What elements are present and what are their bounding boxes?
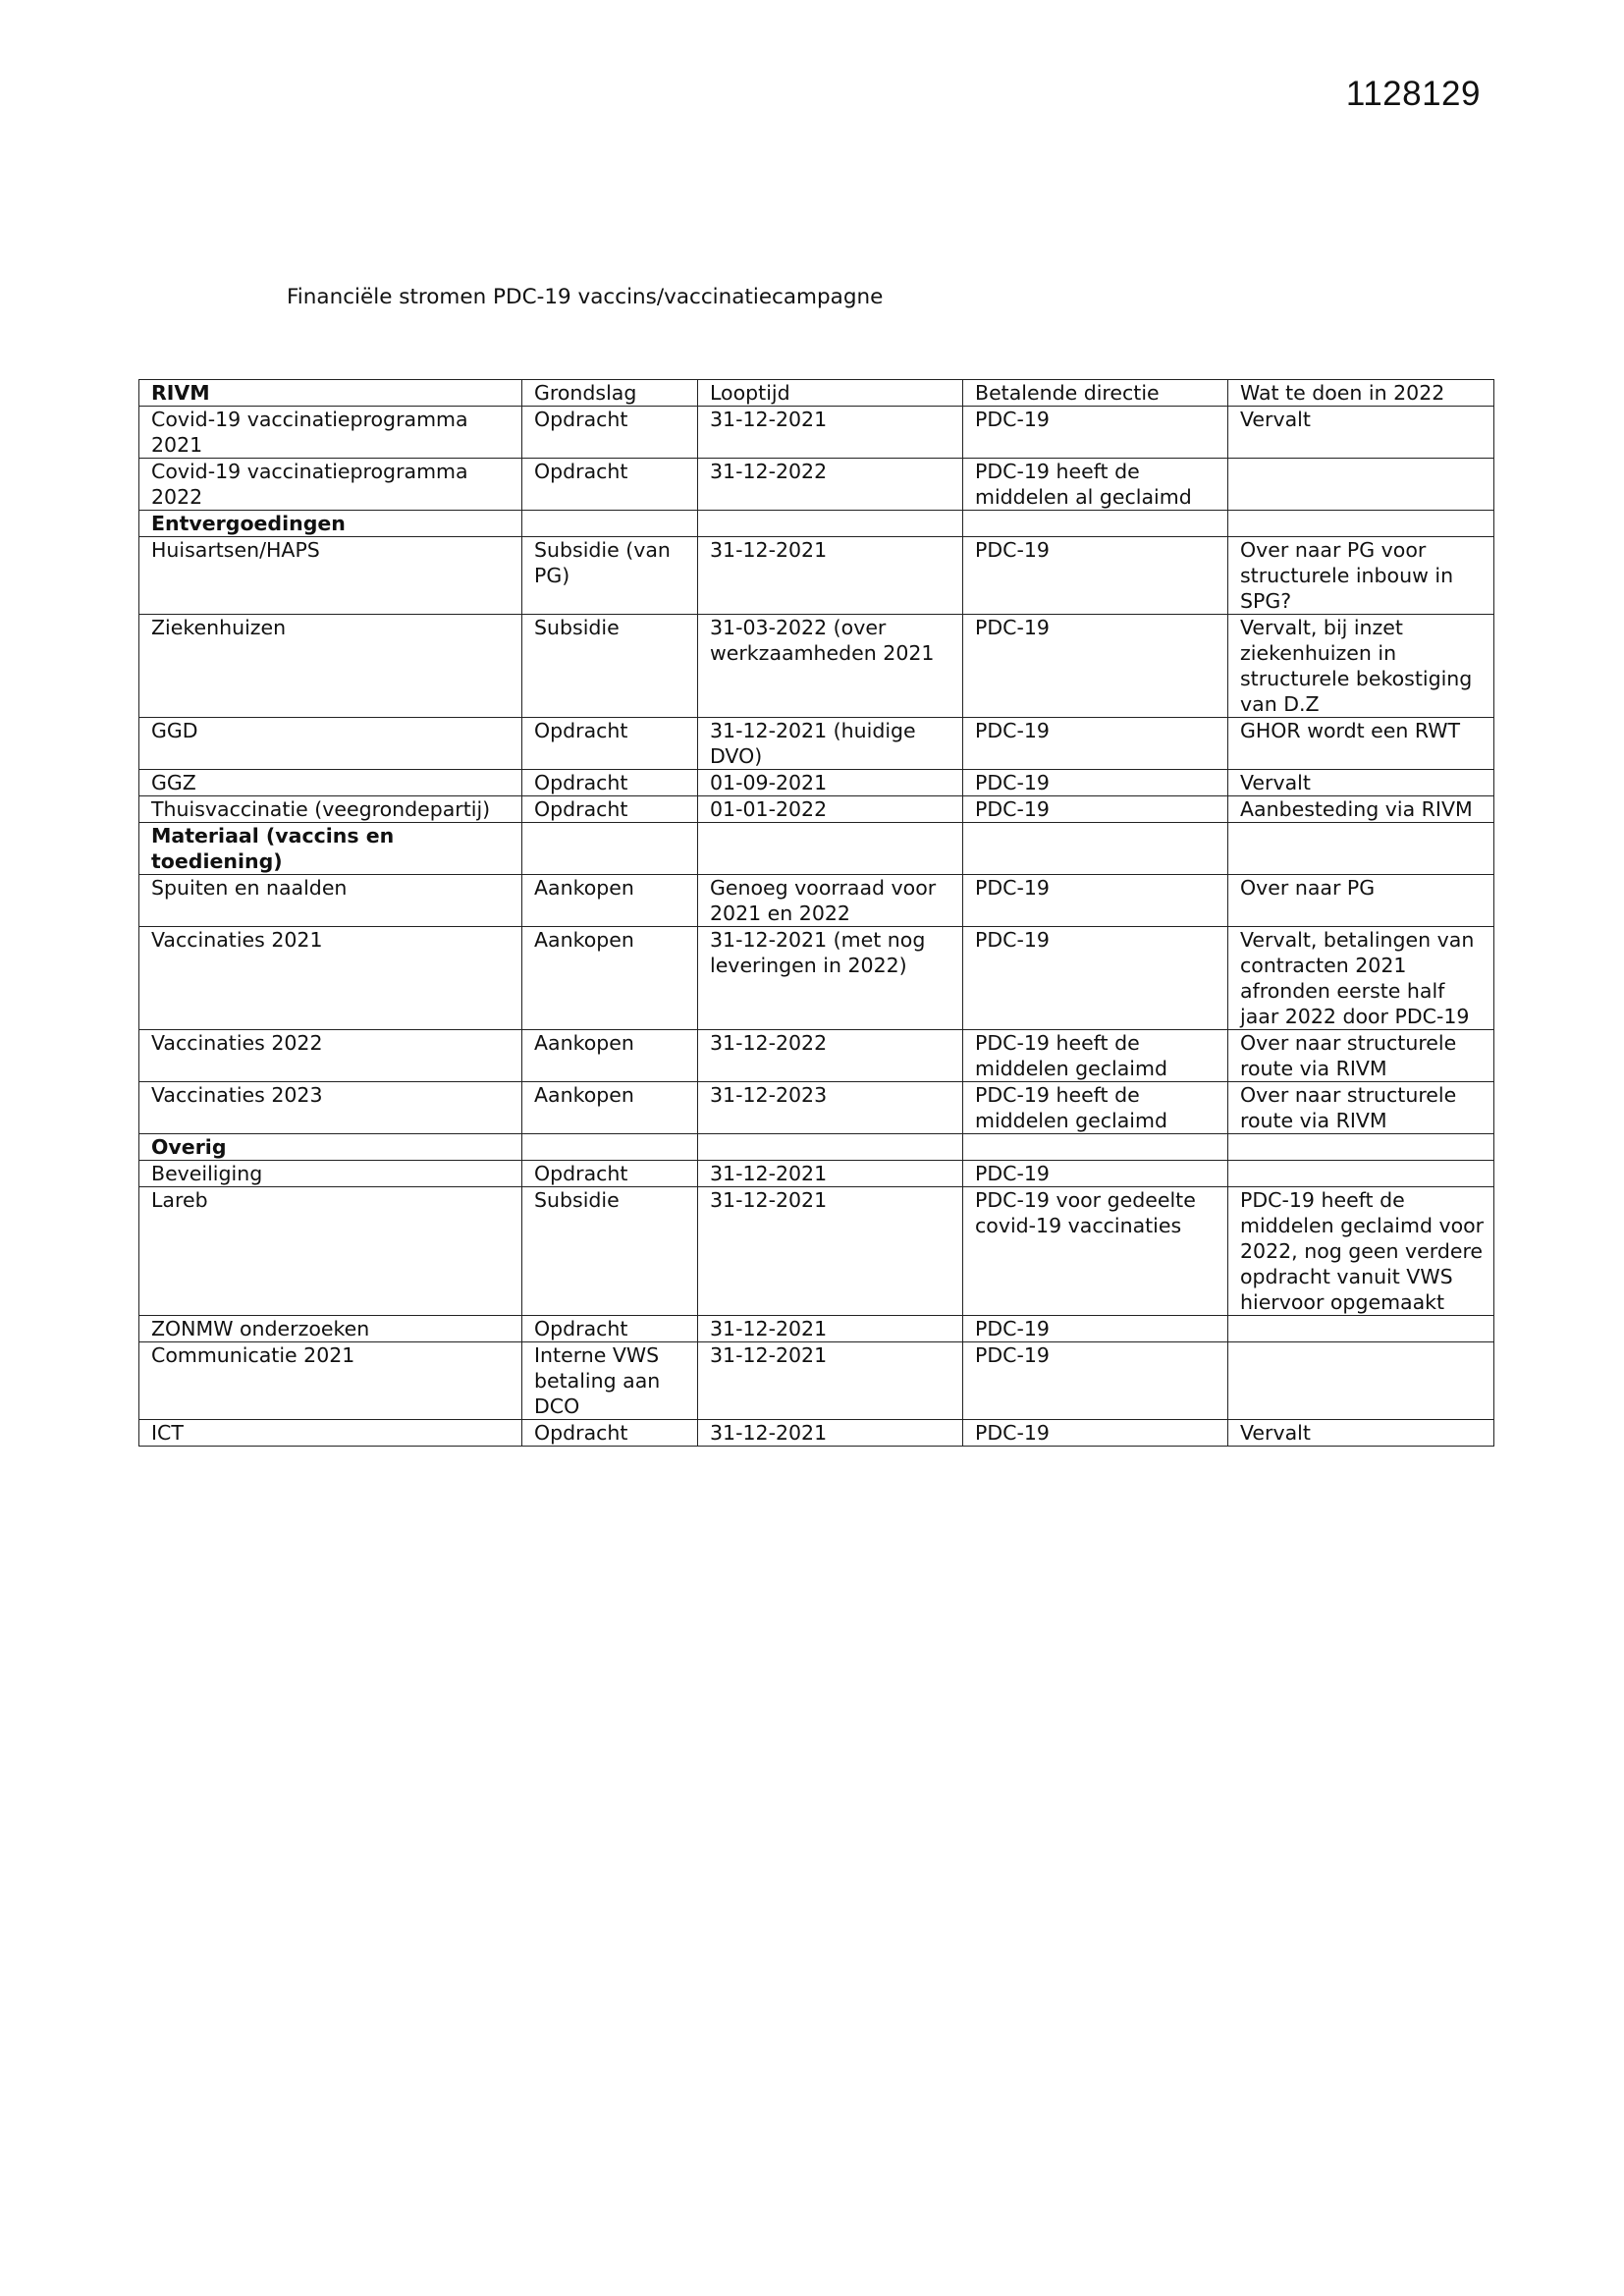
- cell-wat-te-doen: [1228, 823, 1494, 875]
- cell-betalende-directie: PDC-19: [963, 875, 1228, 927]
- cell-wat-te-doen: Aanbesteding via RIVM: [1228, 796, 1494, 823]
- cell-looptijd: 31-12-2021: [698, 407, 963, 459]
- cell-betalende-directie: PDC-19: [963, 927, 1228, 1030]
- cell-onderwerp: GGZ: [139, 770, 522, 796]
- cell-onderwerp: Spuiten en naalden: [139, 875, 522, 927]
- table-row: [139, 1342, 1494, 1420]
- table-row: [139, 1161, 1494, 1187]
- table-row: [139, 770, 1494, 796]
- cell-onderwerp: Ziekenhuizen: [139, 615, 522, 718]
- cell-wat-te-doen: Over naar PG: [1228, 875, 1494, 927]
- cell-betalende-directie: PDC-19 heeft de middelen geclaimd: [963, 1082, 1228, 1134]
- cell-wat-te-doen: [1228, 1316, 1494, 1342]
- cell-looptijd: 31-12-2021: [698, 1420, 963, 1447]
- cell-betalende-directie: PDC-19: [963, 1342, 1228, 1420]
- cell-looptijd: [698, 823, 963, 875]
- cell-wat-te-doen: Vervalt: [1228, 407, 1494, 459]
- header-cell-looptijd: Looptijd: [698, 380, 963, 407]
- cell-grondslag: Aankopen: [522, 1082, 698, 1134]
- cell-betalende-directie: PDC-19: [963, 537, 1228, 615]
- table-row: [139, 537, 1494, 615]
- cell-grondslag: Opdracht: [522, 718, 698, 770]
- cell-betalende-directie: [963, 823, 1228, 875]
- cell-onderwerp: Overig: [139, 1134, 522, 1161]
- table-row: [139, 1030, 1494, 1082]
- cell-looptijd: 01-09-2021: [698, 770, 963, 796]
- cell-betalende-directie: PDC-19 heeft de middelen al geclaimd: [963, 459, 1228, 511]
- cell-looptijd: 31-12-2021: [698, 1161, 963, 1187]
- cell-grondslag: Subsidie: [522, 1187, 698, 1316]
- cell-betalende-directie: PDC-19: [963, 770, 1228, 796]
- section-row: [139, 823, 1494, 875]
- table-row: [139, 796, 1494, 823]
- table-row: [139, 1082, 1494, 1134]
- cell-grondslag: Opdracht: [522, 770, 698, 796]
- cell-betalende-directie: PDC-19 heeft de middelen geclaimd: [963, 1030, 1228, 1082]
- header-cell-wat-te-doen: Wat te doen in 2022: [1228, 380, 1494, 407]
- cell-betalende-directie: PDC-19: [963, 407, 1228, 459]
- cell-onderwerp: Covid-19 vaccinatieprogramma 2021: [139, 407, 522, 459]
- cell-wat-te-doen: Vervalt, betalingen van contracten 2021 afronden eerste half jaar 2022 door PDC-19: [1228, 927, 1494, 1030]
- cell-onderwerp: Beveiliging: [139, 1161, 522, 1187]
- cell-wat-te-doen: Over naar structurele route via RIVM: [1228, 1082, 1494, 1134]
- table-row: [139, 1420, 1494, 1447]
- cell-grondslag: Opdracht: [522, 1161, 698, 1187]
- cell-onderwerp: GGD: [139, 718, 522, 770]
- cell-grondslag: Opdracht: [522, 1420, 698, 1447]
- cell-onderwerp: Huisartsen/HAPS: [139, 537, 522, 615]
- cell-wat-te-doen: GHOR wordt een RWT: [1228, 718, 1494, 770]
- cell-onderwerp: Thuisvaccinatie (veegrondepartij): [139, 796, 522, 823]
- cell-grondslag: Aankopen: [522, 1030, 698, 1082]
- table-row: [139, 927, 1494, 1030]
- cell-betalende-directie: PDC-19: [963, 796, 1228, 823]
- cell-onderwerp: Entvergoedingen: [139, 511, 522, 537]
- cell-looptijd: 31-12-2021: [698, 1187, 963, 1316]
- cell-onderwerp: Vaccinaties 2023: [139, 1082, 522, 1134]
- cell-grondslag: Opdracht: [522, 796, 698, 823]
- cell-wat-te-doen: [1228, 1134, 1494, 1161]
- cell-looptijd: 31-12-2022: [698, 1030, 963, 1082]
- cell-looptijd: [698, 511, 963, 537]
- header-cell-section: RIVM: [139, 380, 522, 407]
- table-row: [139, 875, 1494, 927]
- table-body: [139, 380, 1494, 1447]
- cell-betalende-directie: PDC-19: [963, 615, 1228, 718]
- cell-grondslag: Subsidie: [522, 615, 698, 718]
- cell-looptijd: 31-12-2021: [698, 1316, 963, 1342]
- cell-wat-te-doen: [1228, 1342, 1494, 1420]
- cell-betalende-directie: PDC-19: [963, 1161, 1228, 1187]
- cell-wat-te-doen: Over naar PG voor structurele inbouw in SPG?: [1228, 537, 1494, 615]
- cell-grondslag: Aankopen: [522, 875, 698, 927]
- cell-onderwerp: Communicatie 2021: [139, 1342, 522, 1420]
- header-cell-betalende-directie: Betalende directie: [963, 380, 1228, 407]
- cell-looptijd: 31-12-2021 (met nog leveringen in 2022): [698, 927, 963, 1030]
- cell-grondslag: [522, 823, 698, 875]
- cell-betalende-directie: [963, 1134, 1228, 1161]
- cell-wat-te-doen: Vervalt: [1228, 1420, 1494, 1447]
- table-row: [139, 1316, 1494, 1342]
- cell-onderwerp: Covid-19 vaccinatieprogramma 2022: [139, 459, 522, 511]
- cell-grondslag: Opdracht: [522, 407, 698, 459]
- cell-onderwerp: Vaccinaties 2021: [139, 927, 522, 1030]
- section-row: [139, 511, 1494, 537]
- document-number: 1128129: [1345, 75, 1481, 113]
- cell-looptijd: Genoeg voorraad voor 2021 en 2022: [698, 875, 963, 927]
- cell-looptijd: 31-12-2022: [698, 459, 963, 511]
- cell-betalende-directie: PDC-19 voor gedeelte covid-19 vaccinaties: [963, 1187, 1228, 1316]
- cell-looptijd: 31-12-2021: [698, 1342, 963, 1420]
- cell-grondslag: Opdracht: [522, 459, 698, 511]
- header-cell-grondslag: Grondslag: [522, 380, 698, 407]
- table-row: [139, 407, 1494, 459]
- cell-wat-te-doen: [1228, 511, 1494, 537]
- table-row: [139, 459, 1494, 511]
- cell-looptijd: [698, 1134, 963, 1161]
- cell-wat-te-doen: Vervalt, bij inzet ziekenhuizen in structurele bekostiging van D.Z: [1228, 615, 1494, 718]
- cell-grondslag: Opdracht: [522, 1316, 698, 1342]
- cell-grondslag: [522, 511, 698, 537]
- cell-betalende-directie: PDC-19: [963, 1316, 1228, 1342]
- cell-onderwerp: Materiaal (vaccins en toediening): [139, 823, 522, 875]
- cell-grondslag: Subsidie (van PG): [522, 537, 698, 615]
- cell-grondslag: [522, 1134, 698, 1161]
- cell-looptijd: 31-12-2021 (huidige DVO): [698, 718, 963, 770]
- table-row: [139, 718, 1494, 770]
- document-title: Financiële stromen PDC-19 vaccins/vaccinatiecampagne: [287, 285, 884, 309]
- cell-betalende-directie: [963, 511, 1228, 537]
- cell-grondslag: Interne VWS betaling aan DCO: [522, 1342, 698, 1420]
- table-header-row: [139, 380, 1494, 407]
- cell-looptijd: 31-03-2022 (over werkzaamheden 2021: [698, 615, 963, 718]
- cell-onderwerp: Lareb: [139, 1187, 522, 1316]
- cell-betalende-directie: PDC-19: [963, 718, 1228, 770]
- table-row: [139, 615, 1494, 718]
- financial-flows-table: [138, 379, 1494, 1447]
- cell-onderwerp: Vaccinaties 2022: [139, 1030, 522, 1082]
- cell-wat-te-doen: [1228, 1161, 1494, 1187]
- cell-wat-te-doen: Over naar structurele route via RIVM: [1228, 1030, 1494, 1082]
- cell-wat-te-doen: PDC-19 heeft de middelen geclaimd voor 2022, nog geen verdere opdracht vanuit VWS hiervoor opgemaakt: [1228, 1187, 1494, 1316]
- cell-wat-te-doen: Vervalt: [1228, 770, 1494, 796]
- cell-onderwerp: ZONMW onderzoeken: [139, 1316, 522, 1342]
- cell-grondslag: Aankopen: [522, 927, 698, 1030]
- cell-looptijd: 01-01-2022: [698, 796, 963, 823]
- cell-looptijd: 31-12-2023: [698, 1082, 963, 1134]
- cell-wat-te-doen: [1228, 459, 1494, 511]
- table-row: [139, 1187, 1494, 1316]
- cell-looptijd: 31-12-2021: [698, 537, 963, 615]
- cell-onderwerp: ICT: [139, 1420, 522, 1447]
- cell-betalende-directie: PDC-19: [963, 1420, 1228, 1447]
- section-row: [139, 1134, 1494, 1161]
